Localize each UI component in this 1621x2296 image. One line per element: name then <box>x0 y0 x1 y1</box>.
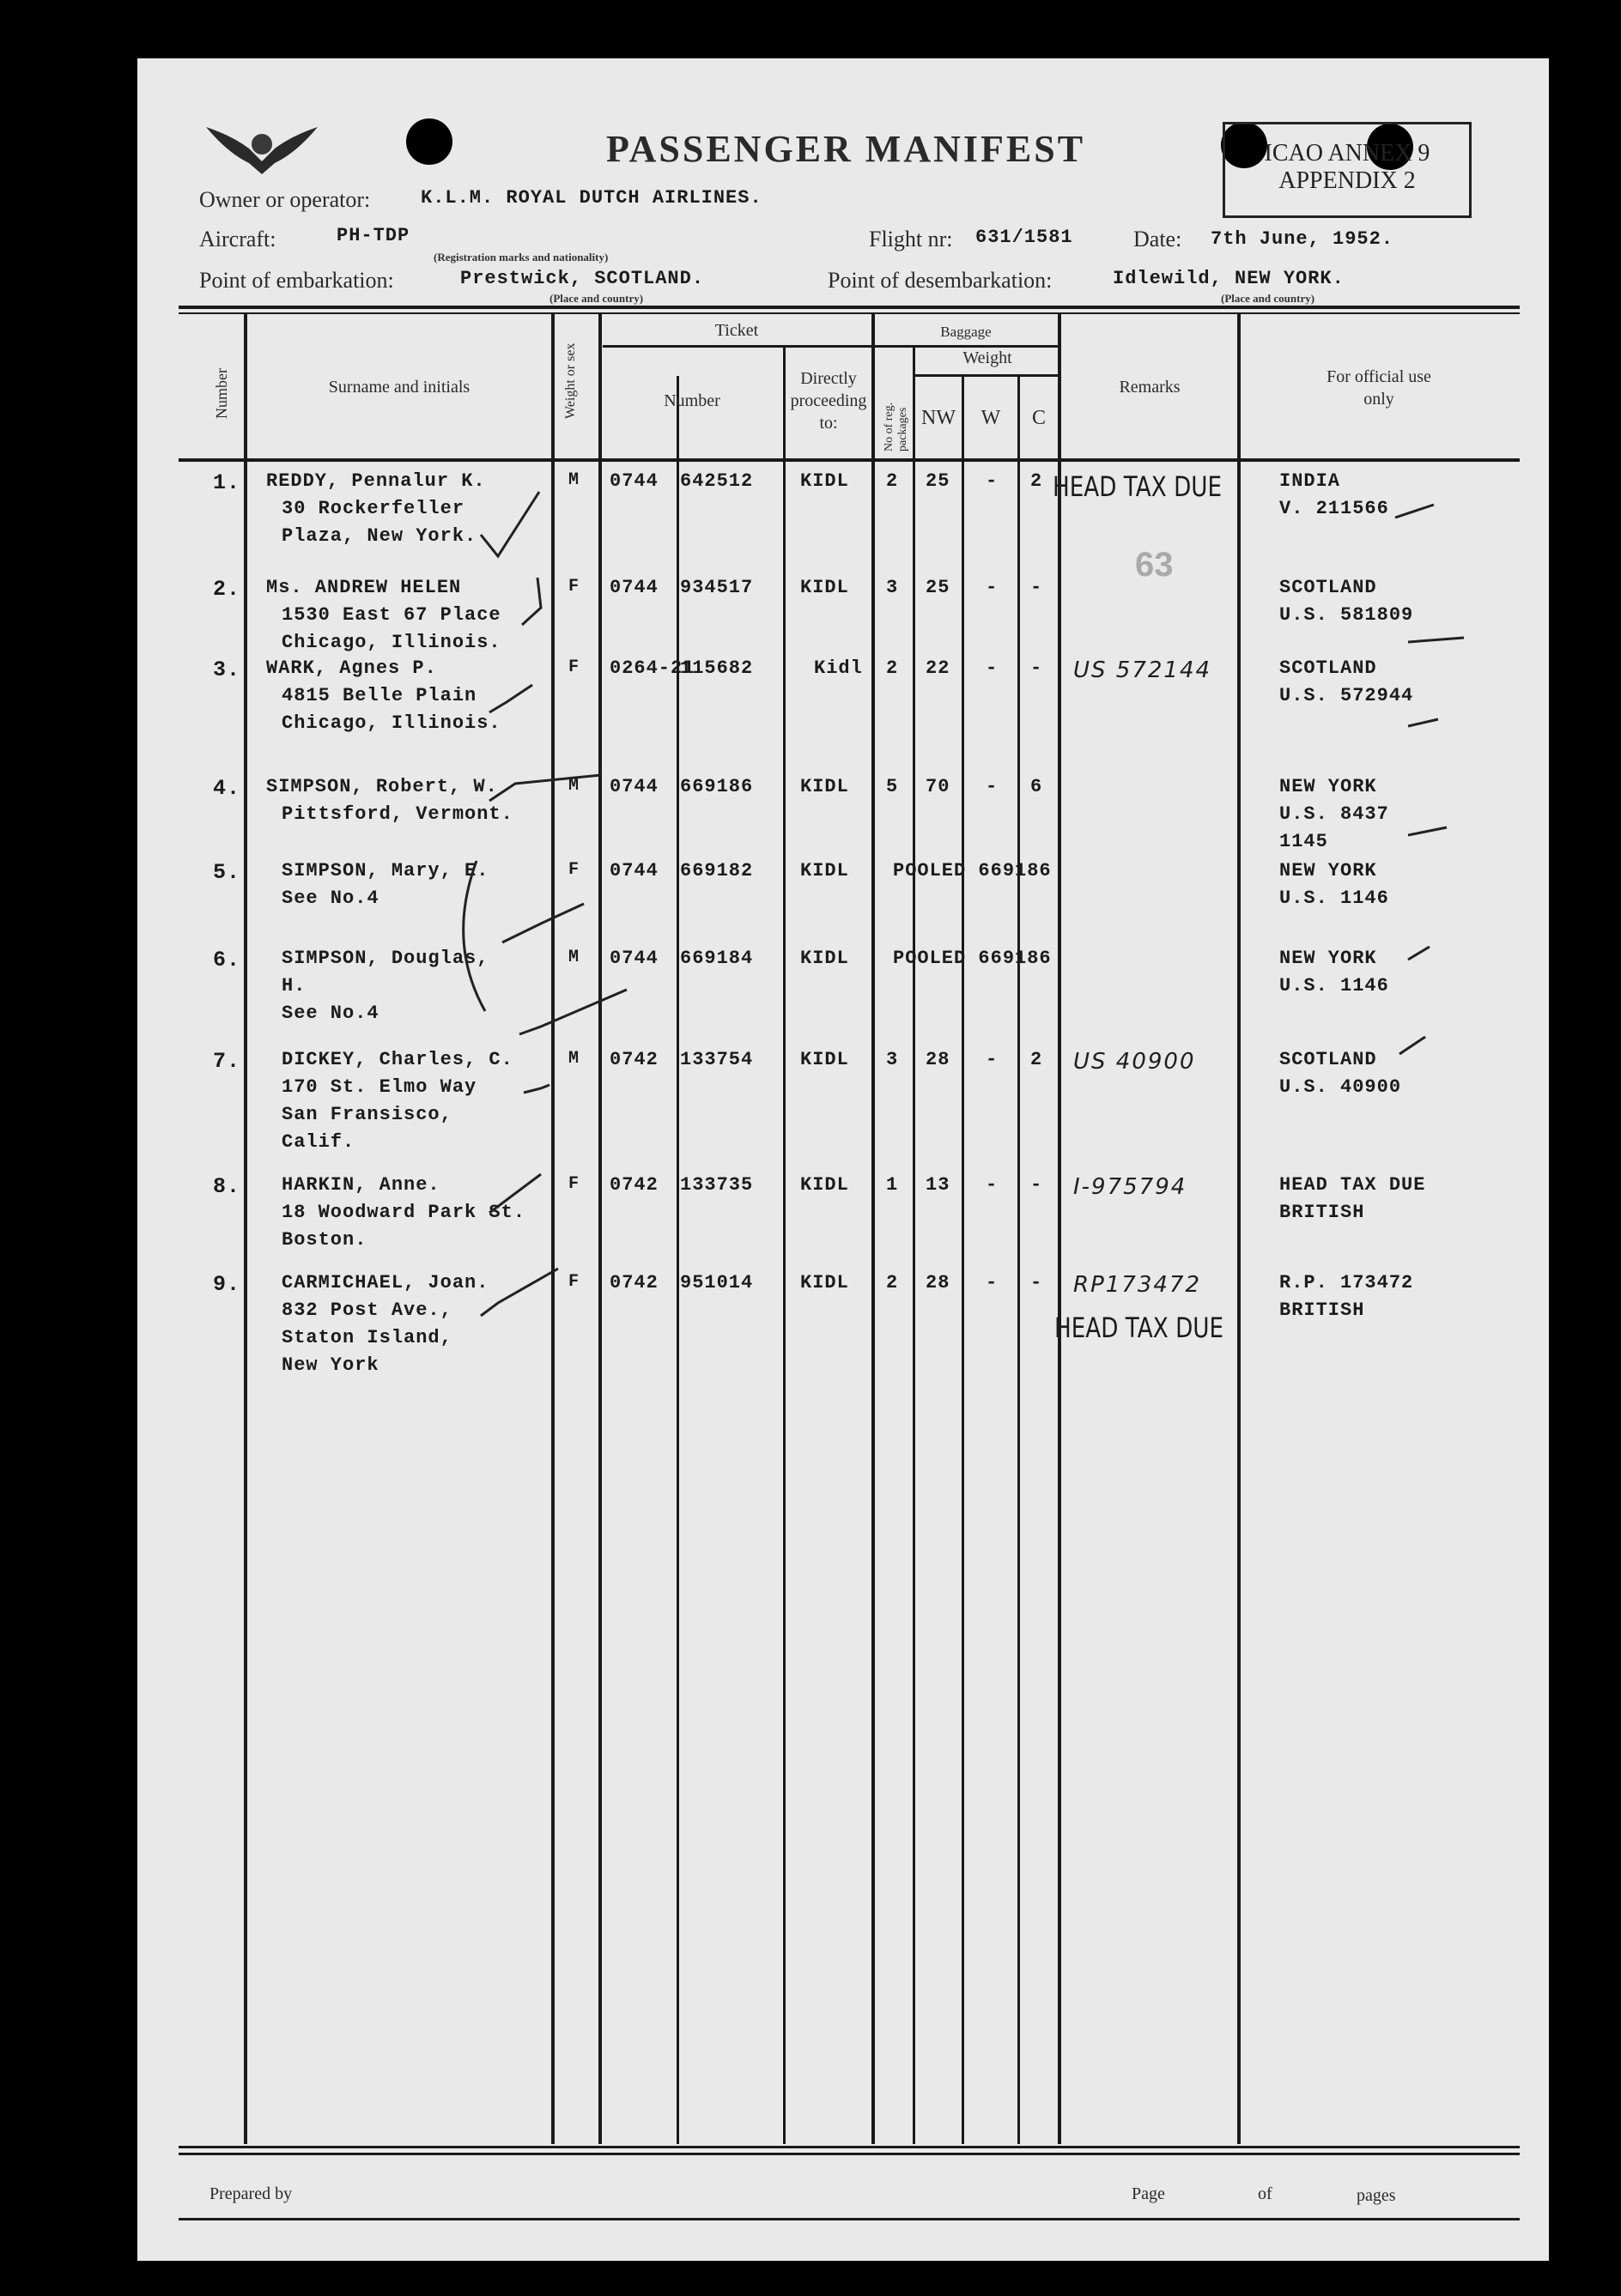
passenger-name-line: Plaza, New York. <box>282 525 477 547</box>
ticket-number: 133735 <box>680 1174 754 1196</box>
passenger-name-line: See No.4 <box>282 888 379 909</box>
date-value: 7th June, 1952. <box>1211 228 1394 250</box>
header-ticket-number: Number <box>664 391 720 410</box>
official-use-line: U.S. 581809 <box>1279 604 1414 626</box>
destination: KIDL <box>800 1049 849 1070</box>
packages-count: 1 <box>886 1174 899 1196</box>
check-marks <box>137 58 1549 2261</box>
passenger-name-line: DICKEY, Charles, C. <box>282 1049 513 1070</box>
weight-nw: 70 <box>926 776 950 797</box>
weight-w: - <box>986 577 999 598</box>
row-number: 3. <box>213 657 241 682</box>
destination: KIDL <box>800 577 849 598</box>
weight-w: - <box>986 657 999 679</box>
weight-c: - <box>1030 577 1043 598</box>
weight-sex: F <box>568 1272 580 1292</box>
packages-count: 3 <box>886 1049 899 1070</box>
head-tax-stamp: HEAD TAX DUE <box>1053 470 1223 503</box>
row-number: 1. <box>213 470 241 495</box>
remark-handwritten: US 572144 <box>1073 657 1212 683</box>
disembark-note: (Place and country) <box>1221 292 1315 305</box>
header-remarks: Remarks <box>1119 378 1181 397</box>
ticket-prefix: 0744 <box>610 470 659 492</box>
weight-nw: 13 <box>926 1174 950 1196</box>
passenger-name-line: 170 St. Elmo Way <box>282 1076 477 1098</box>
destination: KIDL <box>800 860 849 881</box>
official-use-line: BRITISH <box>1279 1299 1365 1321</box>
official-use-line: 1145 <box>1279 831 1328 852</box>
destination: Kidl <box>814 657 863 679</box>
ticket-number: 669184 <box>680 948 754 969</box>
passenger-name-line: See No.4 <box>282 1003 379 1024</box>
weight-c: - <box>1030 1174 1043 1196</box>
weight-sex: M <box>568 1049 580 1069</box>
weight-w: - <box>986 1049 999 1070</box>
remark-handwritten: I-975794 <box>1073 1174 1187 1200</box>
passenger-name-line: 30 Rockerfeller <box>282 498 465 519</box>
header-baggage: Baggage <box>940 324 992 340</box>
page-label: Page <box>1132 2184 1165 2203</box>
passenger-name-line: Ms. ANDREW HELEN <box>266 577 462 598</box>
passenger-name-line: Calif. <box>282 1131 355 1153</box>
owner-value: K.L.M. ROYAL DUTCH AIRLINES. <box>421 187 762 209</box>
of-label: of <box>1258 2184 1272 2203</box>
header-weight-sex: Weight or sex <box>563 342 578 419</box>
ticket-prefix: 0744 <box>610 577 659 598</box>
header-c: C <box>1031 407 1046 429</box>
destination: KIDL <box>800 1272 849 1293</box>
flight-value: 631/1581 <box>975 227 1073 248</box>
page-stamp: 63 <box>1135 546 1174 584</box>
embark-note: (Place and country) <box>549 292 644 305</box>
aircraft-note: (Registration marks and nationality) <box>434 251 609 264</box>
ticket-number: 642512 <box>680 470 754 492</box>
passenger-name-line: 18 Woodward Park St. <box>282 1202 526 1223</box>
weight-w: - <box>986 1272 999 1293</box>
row-number: 6. <box>213 948 241 972</box>
official-use-line: R.P. 173472 <box>1279 1272 1414 1293</box>
row-number: 8. <box>213 1174 241 1199</box>
official-use-line: INDIA <box>1279 470 1341 492</box>
destination: KIDL <box>800 1174 849 1196</box>
ticket-prefix: 0742 <box>610 1049 659 1070</box>
ticket-number: 669186 <box>680 776 754 797</box>
official-use-line: SCOTLAND <box>1279 657 1377 679</box>
passenger-name-line: SIMPSON, Douglas, <box>282 948 489 969</box>
row-number: 7. <box>213 1049 241 1074</box>
weight-w: - <box>986 776 999 797</box>
passenger-name-line: New York <box>282 1354 379 1376</box>
weight-nw: 25 <box>926 577 950 598</box>
weight-nw: 28 <box>926 1272 950 1293</box>
official-use-line: U.S. 1146 <box>1279 888 1389 909</box>
passenger-name-line: San Fransisco, <box>282 1104 452 1125</box>
official-use-line: NEW YORK <box>1279 776 1377 797</box>
destination: KIDL <box>800 948 849 969</box>
official-use-line: SCOTLAND <box>1279 1049 1377 1070</box>
weight-sex: F <box>568 577 580 597</box>
official-use-line: V. 211566 <box>1279 498 1389 519</box>
official-use-line: U.S. 40900 <box>1279 1076 1402 1098</box>
header-nw: NW <box>921 407 956 429</box>
weight-c: 6 <box>1030 776 1043 797</box>
flight-label: Flight nr: <box>869 227 953 251</box>
header-official-1: For official use <box>1327 367 1431 386</box>
prepared-by: Prepared by <box>209 2184 293 2203</box>
header-directly-2: proceeding <box>790 391 867 410</box>
weight-sex: M <box>568 776 580 796</box>
ticket-prefix: 0742 <box>610 1272 659 1293</box>
passenger-name-line: Pittsford, Vermont. <box>282 803 513 825</box>
official-use-line: HEAD TAX DUE <box>1279 1174 1426 1196</box>
passenger-name-line: 4815 Belle Plain <box>282 685 477 706</box>
destination: KIDL <box>800 470 849 492</box>
passenger-name-line: 1530 East 67 Place <box>282 604 501 626</box>
weight-nw: 25 <box>926 470 950 492</box>
header-surname: Surname and initials <box>328 378 471 397</box>
packages-count: 3 <box>886 577 899 598</box>
ticket-number: 115682 <box>680 657 754 679</box>
row-number: 5. <box>213 860 241 885</box>
ticket-number: 934517 <box>680 577 754 598</box>
ticket-prefix: 0742 <box>610 1174 659 1196</box>
weight-c: - <box>1030 1272 1043 1293</box>
packages-count: 2 <box>886 1272 899 1293</box>
weight-c: - <box>1030 657 1043 679</box>
destination: KIDL <box>800 776 849 797</box>
weight-nw: 28 <box>926 1049 950 1070</box>
official-use-line: NEW YORK <box>1279 860 1377 881</box>
passenger-name-line: SIMPSON, Robert, W. <box>266 776 498 797</box>
remark-handwritten: RP173472 <box>1073 1272 1201 1298</box>
weight-c: 2 <box>1030 1049 1043 1070</box>
form-title: PASSENGER MANIFEST <box>606 128 1086 170</box>
ticket-prefix: 0744 <box>610 860 659 881</box>
official-use-line: NEW YORK <box>1279 948 1377 969</box>
header-ticket: Ticket <box>714 321 759 340</box>
passenger-name-line: Chicago, Illinois. <box>282 712 501 734</box>
aircraft-label: Aircraft: <box>199 227 276 251</box>
passenger-name-line: HARKIN, Anne. <box>282 1174 440 1196</box>
embark-value: Prestwick, SCOTLAND. <box>460 268 705 289</box>
weight-c: 2 <box>1030 470 1043 492</box>
header-number: Number <box>213 368 230 419</box>
packages-count: 2 <box>886 657 899 679</box>
row-number: 2. <box>213 577 241 602</box>
ticket-number: 951014 <box>680 1272 754 1293</box>
row-number: 4. <box>213 776 241 801</box>
official-use-line: U.S. 8437 <box>1279 803 1389 825</box>
passenger-name-line: WARK, Agnes P. <box>266 657 437 679</box>
weight-w: - <box>986 470 999 492</box>
header-directly-3: to: <box>819 414 838 433</box>
weight-sex: M <box>568 948 580 967</box>
manifest-sheet <box>137 58 1549 2261</box>
passenger-name-line: CARMICHAEL, Joan. <box>282 1272 489 1293</box>
date-label: Date: <box>1133 227 1182 251</box>
header-w: W <box>980 407 1001 429</box>
ticket-number: 669182 <box>680 860 754 881</box>
owner-label: Owner or operator: <box>199 187 371 212</box>
pooled-note: POOLED 669186 <box>893 948 1052 969</box>
passenger-name-line: SIMPSON, Mary, E. <box>282 860 489 881</box>
weight-w: - <box>986 1174 999 1196</box>
official-use-line: U.S. 1146 <box>1279 975 1389 997</box>
pooled-note: POOLED 669186 <box>893 860 1052 881</box>
header-packages: No of reg. packages <box>883 402 909 451</box>
header-official-2: only <box>1363 390 1394 409</box>
weight-sex: F <box>568 860 580 880</box>
passenger-name-line: H. <box>282 975 307 997</box>
passenger-name-line: Boston. <box>282 1229 367 1251</box>
weight-sex: M <box>568 470 580 490</box>
disembark-label: Point of desembarkation: <box>828 268 1053 293</box>
icao-annex: ICAO ANNEX 9 <box>1264 140 1430 167</box>
official-use-line: SCOTLAND <box>1279 577 1377 598</box>
remark-handwritten: US 40900 <box>1073 1049 1196 1075</box>
ticket-number: 133754 <box>680 1049 754 1070</box>
icao-appendix: APPENDIX 2 <box>1278 167 1416 194</box>
passenger-name-line: REDDY, Pennalur K. <box>266 470 486 492</box>
weight-sex: F <box>568 1174 580 1194</box>
passenger-name-line: 832 Post Ave., <box>282 1299 452 1321</box>
weight-nw: 22 <box>926 657 950 679</box>
packages-count: 2 <box>886 470 899 492</box>
official-use-line: U.S. 572944 <box>1279 685 1414 706</box>
passenger-name-line: Chicago, Illinois. <box>282 632 501 653</box>
aircraft-value: PH-TDP <box>337 225 410 246</box>
weight-sex: F <box>568 657 580 677</box>
header-weight: Weight <box>962 348 1012 367</box>
passenger-name-line: Staton Island, <box>282 1327 452 1348</box>
ticket-prefix: 0744 <box>610 948 659 969</box>
official-use-line: BRITISH <box>1279 1202 1365 1223</box>
pages-label: pages <box>1357 2186 1396 2205</box>
ticket-prefix: 0744 <box>610 776 659 797</box>
row-number: 9. <box>213 1272 241 1297</box>
header-directly-1: Directly <box>800 369 857 388</box>
packages-count: 5 <box>886 776 899 797</box>
disembark-value: Idlewild, NEW YORK. <box>1113 268 1345 289</box>
embark-label: Point of embarkation: <box>199 268 394 293</box>
head-tax-stamp: HEAD TAX DUE <box>1054 1312 1224 1344</box>
ticket-prefix: 0264-21 <box>610 657 695 679</box>
